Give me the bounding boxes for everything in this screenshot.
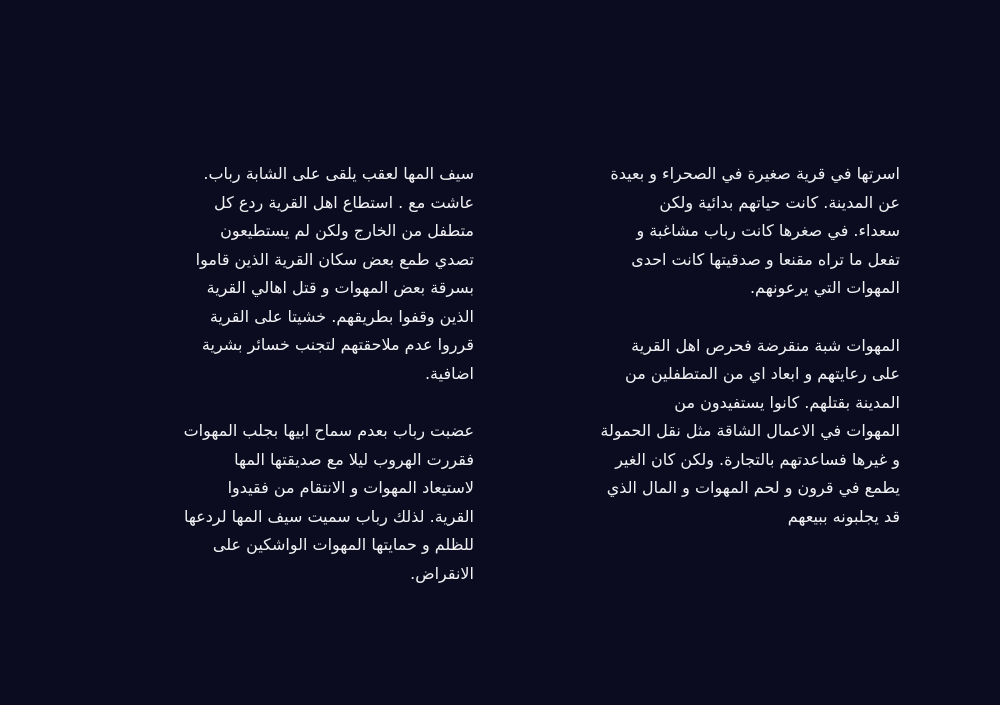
text-line: لاستيعاد المهوات و الانتقام من فقيدوا bbox=[227, 478, 474, 497]
text-line: تصدي طمع بعض سكان القرية الذين قاموا bbox=[195, 249, 474, 269]
text-line: فقررت الهروب ليلا مع صديقتها المها bbox=[234, 449, 474, 469]
text-line: تفعل ما تراه مقنعا و صدقيتها كانت احدى bbox=[631, 249, 900, 269]
text-line: للظلم و حمايتها المهوات الواشكين على bbox=[212, 535, 474, 554]
text-line: المهوات شبة منقرضة فحرص اهل القرية bbox=[631, 335, 900, 355]
paragraph bbox=[520, 332, 900, 532]
text-line: يطمع في قرون و لحم المهوات و المال الذي bbox=[606, 478, 900, 497]
text-line: سعداء. في صغرها كانت رباب مشاغبة و bbox=[636, 221, 900, 240]
text-line: الذين وقفوا بطريقهم. خشيتا على القرية bbox=[209, 306, 474, 326]
text-line: المهوات في الاعمال الشاقة مثل نقل الحمولة bbox=[600, 421, 900, 440]
paragraph bbox=[96, 417, 474, 588]
text-line: المهوات التي يرعونهم. bbox=[749, 278, 900, 297]
text-line: اضافية. bbox=[424, 363, 474, 383]
text-line: اسرتها في قرية صغيرة في الصحراء و بعيدة bbox=[610, 164, 900, 183]
text-line: عاشت مع . استطاع اهل القرية ردع كل bbox=[214, 192, 474, 212]
paragraph bbox=[96, 160, 474, 388]
text-line: قرروا عدم ملاحقتهم لتجنب خسائر بشرية bbox=[201, 335, 474, 354]
text-line: على رعايتهم و ابعاد اي من المتطفلين من bbox=[625, 364, 900, 383]
text-line: الانقراض. bbox=[410, 563, 474, 583]
text-line: قد يجلبونه ببيعهم bbox=[787, 506, 900, 526]
left-text-column bbox=[96, 160, 474, 588]
text-line: المدينة بقتلهم. كانوا يستفيدون من bbox=[674, 392, 900, 412]
text-line: متطفل من الخارج ولكن لم يستطيعون bbox=[220, 221, 474, 240]
paragraph bbox=[520, 160, 900, 303]
text-line: عضبت رباب بعدم سماح ابيها بجلب المهوات bbox=[183, 421, 474, 440]
text-line: سيف المها لعقب يلقى على الشابة رباب. bbox=[203, 164, 474, 183]
text-line: القرية. لذلك رباب سميت سيف المها لردعها bbox=[183, 506, 474, 526]
right-text-column bbox=[520, 160, 900, 531]
text-line: بسرقة بعض المهوات و قتل اهالي القرية bbox=[206, 278, 474, 297]
text-line: و غيرها فساعدتهم بالتجارة. ولكن كان الغير bbox=[615, 449, 900, 469]
text-line: عن المدينة. كانت حياتهم بدائية ولكن bbox=[659, 192, 900, 212]
